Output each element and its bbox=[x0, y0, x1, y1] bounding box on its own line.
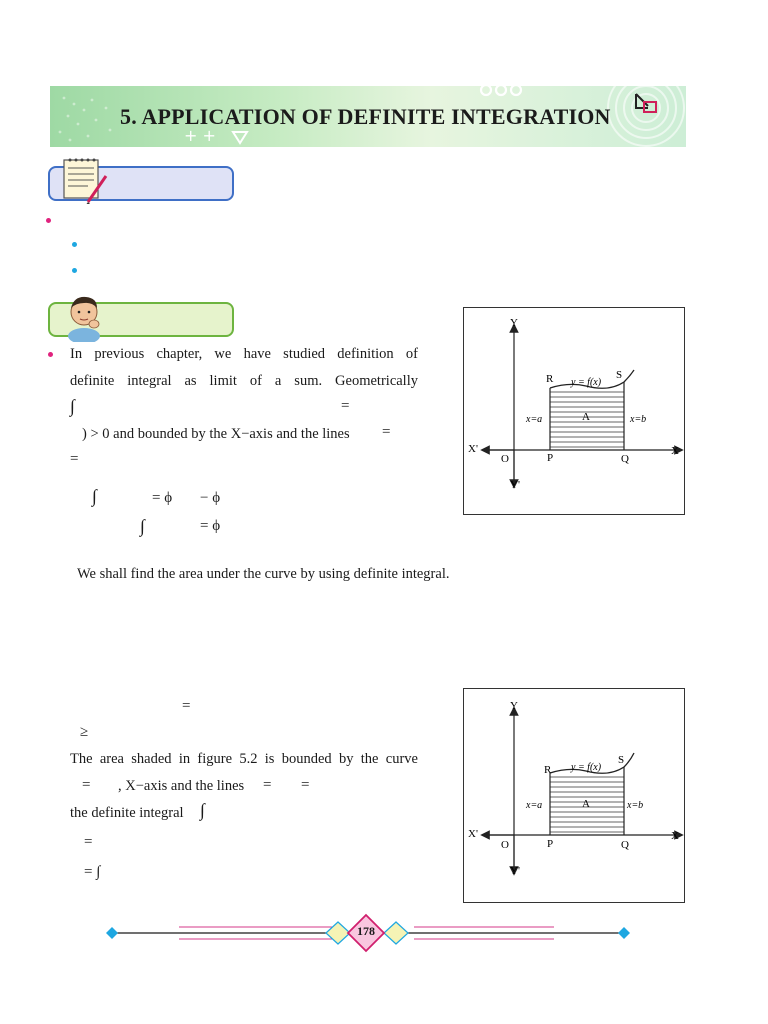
equals-integral: = ∫ bbox=[84, 864, 101, 880]
figure-graph bbox=[464, 689, 684, 902]
x-equals-b-label: x=b bbox=[630, 414, 647, 425]
y-axis-label: Y bbox=[510, 317, 518, 329]
point-s-label: S bbox=[618, 754, 625, 766]
figure-graph bbox=[464, 308, 684, 514]
y-neg-label: Y' bbox=[510, 865, 520, 877]
chapter-title: 5. APPLICATION OF DEFINITE INTEGRATION bbox=[120, 104, 611, 129]
point-p-label: P bbox=[547, 452, 554, 464]
integral-sign: ∫ bbox=[200, 800, 205, 820]
y-neg-label: Y' bbox=[510, 479, 520, 491]
banner-plus-signs: + + bbox=[184, 126, 216, 145]
formula-rhs: = ϕ bbox=[200, 518, 221, 534]
bullet bbox=[48, 352, 53, 357]
equals-sign: = bbox=[70, 451, 79, 467]
x-equals-a-label: x=a bbox=[526, 800, 543, 811]
equals-sign: = bbox=[382, 424, 391, 440]
equals-sign: = bbox=[82, 777, 91, 793]
figure-area-under-curve-1 bbox=[463, 307, 685, 515]
x-equals-a-label: x=a bbox=[526, 414, 543, 425]
point-p-label: P bbox=[547, 838, 554, 850]
section2-line-1: The area shaded in figure 5.2 is bounded by the curve bbox=[70, 751, 418, 767]
bullet bbox=[46, 218, 51, 223]
section2-line-2: , X−axis and the lines bbox=[118, 778, 245, 794]
point-q-label: Q bbox=[621, 453, 629, 465]
chapter-banner bbox=[50, 86, 686, 147]
point-s-label: S bbox=[616, 369, 623, 381]
geq-sign: ≥ bbox=[80, 724, 89, 740]
equals-sign: = bbox=[301, 777, 310, 793]
point-q-label: Q bbox=[621, 839, 629, 851]
x-axis-label: X bbox=[671, 830, 679, 842]
point-r-label: R bbox=[544, 764, 552, 776]
curve-label: y = f(x) bbox=[571, 762, 602, 773]
section2-line-3: the definite integral bbox=[70, 805, 184, 821]
x-axis-label: X bbox=[671, 445, 679, 457]
closing-sentence: We shall find the area under the curve by using definite integral. bbox=[77, 566, 450, 582]
thinking-boy-icon bbox=[62, 290, 106, 342]
x-equals-b-label: x=b bbox=[627, 800, 644, 811]
intro-line-1: In previous chapter, we have studied definition of bbox=[70, 346, 418, 362]
bullet bbox=[72, 242, 77, 247]
curve-label: y = f(x) bbox=[571, 377, 602, 388]
equals-sign: = bbox=[84, 834, 93, 850]
equals-sign: = bbox=[182, 698, 191, 714]
integral-sign: ∫ bbox=[92, 486, 97, 506]
figure-area-under-curve-2 bbox=[463, 688, 685, 903]
x-neg-label: X' bbox=[468, 828, 478, 840]
origin-label: O bbox=[501, 839, 509, 851]
page-number: 178 bbox=[357, 924, 375, 938]
equals-sign: = bbox=[341, 398, 350, 414]
bullet bbox=[72, 268, 77, 273]
corner-square-icon bbox=[632, 90, 662, 116]
intro-line-2: definite integral as limit of a sum. Geometrically bbox=[70, 373, 418, 389]
integral-sign: ∫ bbox=[140, 516, 145, 536]
origin-label: O bbox=[501, 453, 509, 465]
integral-sign: ∫ bbox=[70, 396, 75, 416]
y-axis-label: Y bbox=[510, 700, 518, 712]
notepad-pencil-icon bbox=[60, 154, 110, 204]
point-r-label: R bbox=[546, 373, 554, 385]
formula-minus: − ϕ bbox=[200, 490, 221, 506]
equals-sign: = bbox=[263, 777, 272, 793]
intro-line-4: ) > 0 and bounded by the X−axis and the lines bbox=[82, 426, 350, 442]
area-label: A bbox=[582, 411, 590, 423]
area-label: A bbox=[582, 798, 590, 810]
x-neg-label: X' bbox=[468, 443, 478, 455]
formula-rhs: = ϕ bbox=[152, 490, 173, 506]
